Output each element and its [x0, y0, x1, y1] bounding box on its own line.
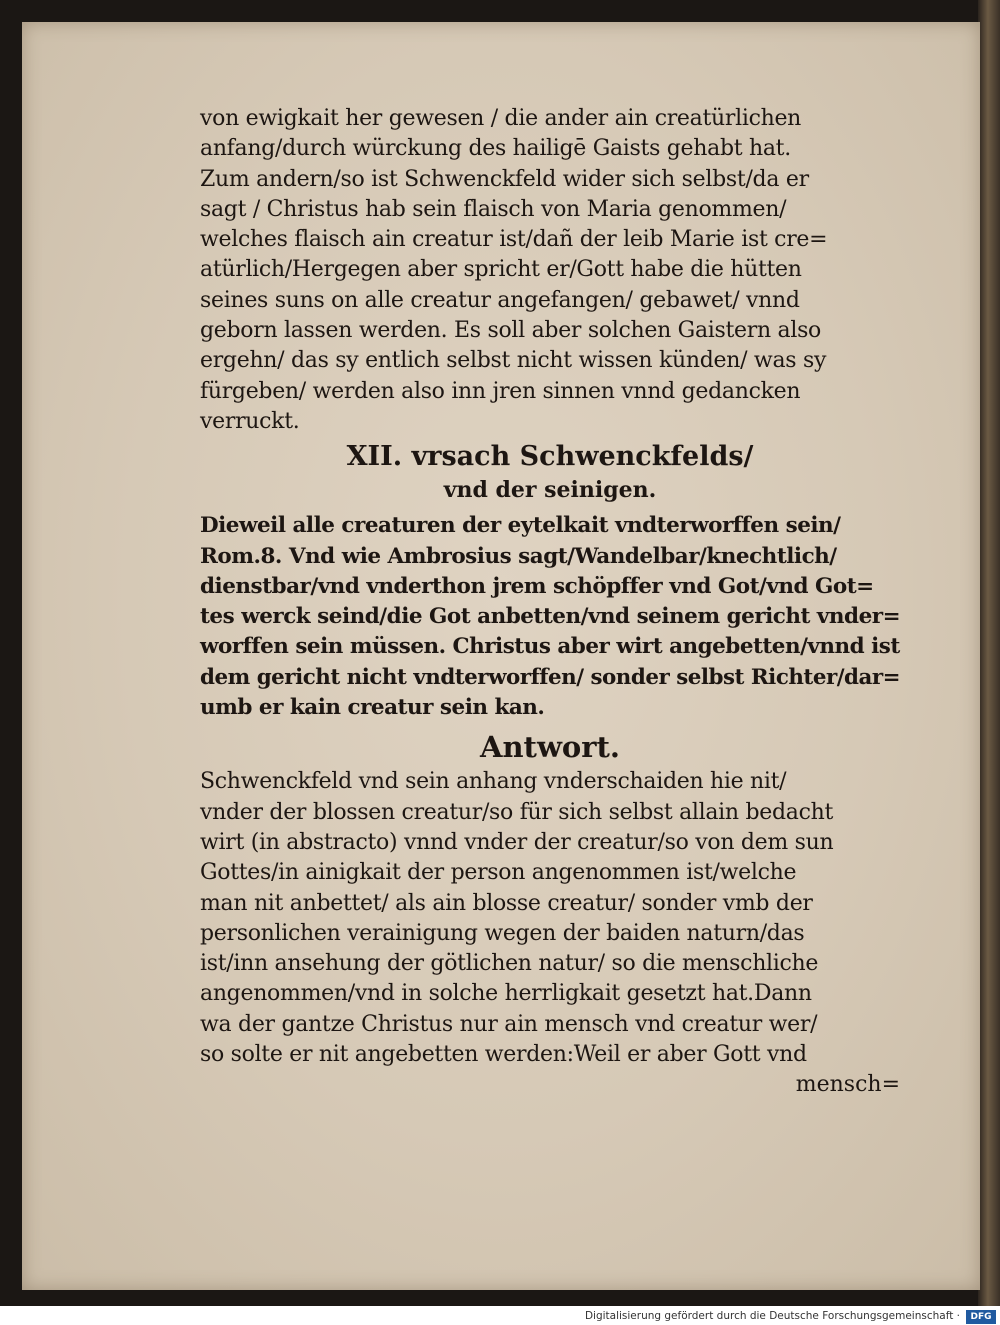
text-line: geborn lassen werden. Es soll aber solchen Gaistern also [200, 318, 822, 344]
text-line: sagt / Christus hab sein flaisch von Maria genommen/ [200, 196, 787, 222]
page-text [200, 104, 900, 1100]
text-line: von ewigkait her gewesen / die ander ain creatürlichen [200, 106, 802, 131]
text-line: dem gericht nicht vndterworffen/ sonder selbst Richter/dar= [200, 664, 901, 690]
text-line: Gottes/in ainigkait der person angenommen ist/welche [200, 860, 797, 886]
text-line: vnder der blossen creatur/so für sich selbst allain bedacht [200, 799, 834, 825]
dfg-logo: DFG [966, 1310, 996, 1324]
text-line: personlichen verainigung wegen der baiden naturn/das [200, 920, 805, 946]
text-line: angenommen/vnd in solche herrligkait gesetzt hat.Dann [200, 981, 812, 1007]
answer-heading: Antwort. [479, 730, 621, 765]
text-line: atürlich/Hergegen aber spricht er/Gott habe die hütten [200, 257, 802, 283]
text-line: fürgeben/ werden also inn jren sinnen vnnd gedancken [200, 378, 801, 404]
text-line: man nit anbettet/ als ain blosse creatur/ sonder vmb der [200, 890, 813, 916]
text-line: wa der gantze Christus nur ain mensch vnd creatur wer/ [200, 1011, 818, 1037]
paragraph-2 [200, 511, 900, 723]
text-line: verruckt. [200, 408, 300, 434]
text-line: tes werck seind/die Got anbetten/vnd seinem gericht vnder= [200, 604, 901, 630]
text-line: wirt (in abstracto) vnnd vnder der creatur/so von dem sun [200, 829, 834, 855]
digitization-credit: Digitalisierung gefördert durch die Deutsche Forschungsgemeinschaft · [584, 1310, 960, 1322]
text-line: Schwenckfeld vnd sein anhang vnderschaiden hie nit/ [200, 769, 787, 795]
text-line: Zum andern/so ist Schwenckfeld wider sich selbst/da er [200, 166, 809, 192]
catchword: mensch= [795, 1072, 900, 1098]
paragraph-1 [200, 104, 900, 437]
text-line: Dieweil alle creaturen der eytelkait vndterworffen sein/ [200, 513, 841, 539]
text-line: ergehn/ das sy entlich selbst nicht wissen künden/ was sy [200, 348, 827, 374]
book-spine-edge [978, 0, 1000, 1306]
text-line: so solte er nit angebetten werden:Weil er aber Gott vnd [200, 1042, 807, 1068]
text-line: dienstbar/vnd vnderthon jrem schöpffer vnd Got/vnd Got= [200, 573, 874, 599]
text-line: seines suns on alle creatur angefangen/ gebawet/ vnnd [200, 287, 800, 313]
text-line: ist/inn ansehung der götlichen natur/ so die menschliche [200, 951, 819, 977]
section-subheading: vnd der seinigen. [443, 477, 657, 504]
text-line: Rom.8. Vnd wie Ambrosius sagt/Wandelbar/knechtlich/ [200, 543, 837, 569]
paragraph-3 [200, 767, 900, 1070]
section-heading: XII. vrsach Schwenckfelds/ [346, 441, 754, 473]
text-line: umb er kain creatur sein kan. [200, 695, 545, 721]
text-line: worffen sein müssen. Christus aber wirt angebetten/vnnd ist [200, 634, 900, 660]
text-line: anfang/durch würckung des hailigē Gaists gehabt hat. [200, 136, 791, 162]
text-line: welches flaisch ain creatur ist/dañ der leib Marie ist cre= [200, 227, 828, 253]
